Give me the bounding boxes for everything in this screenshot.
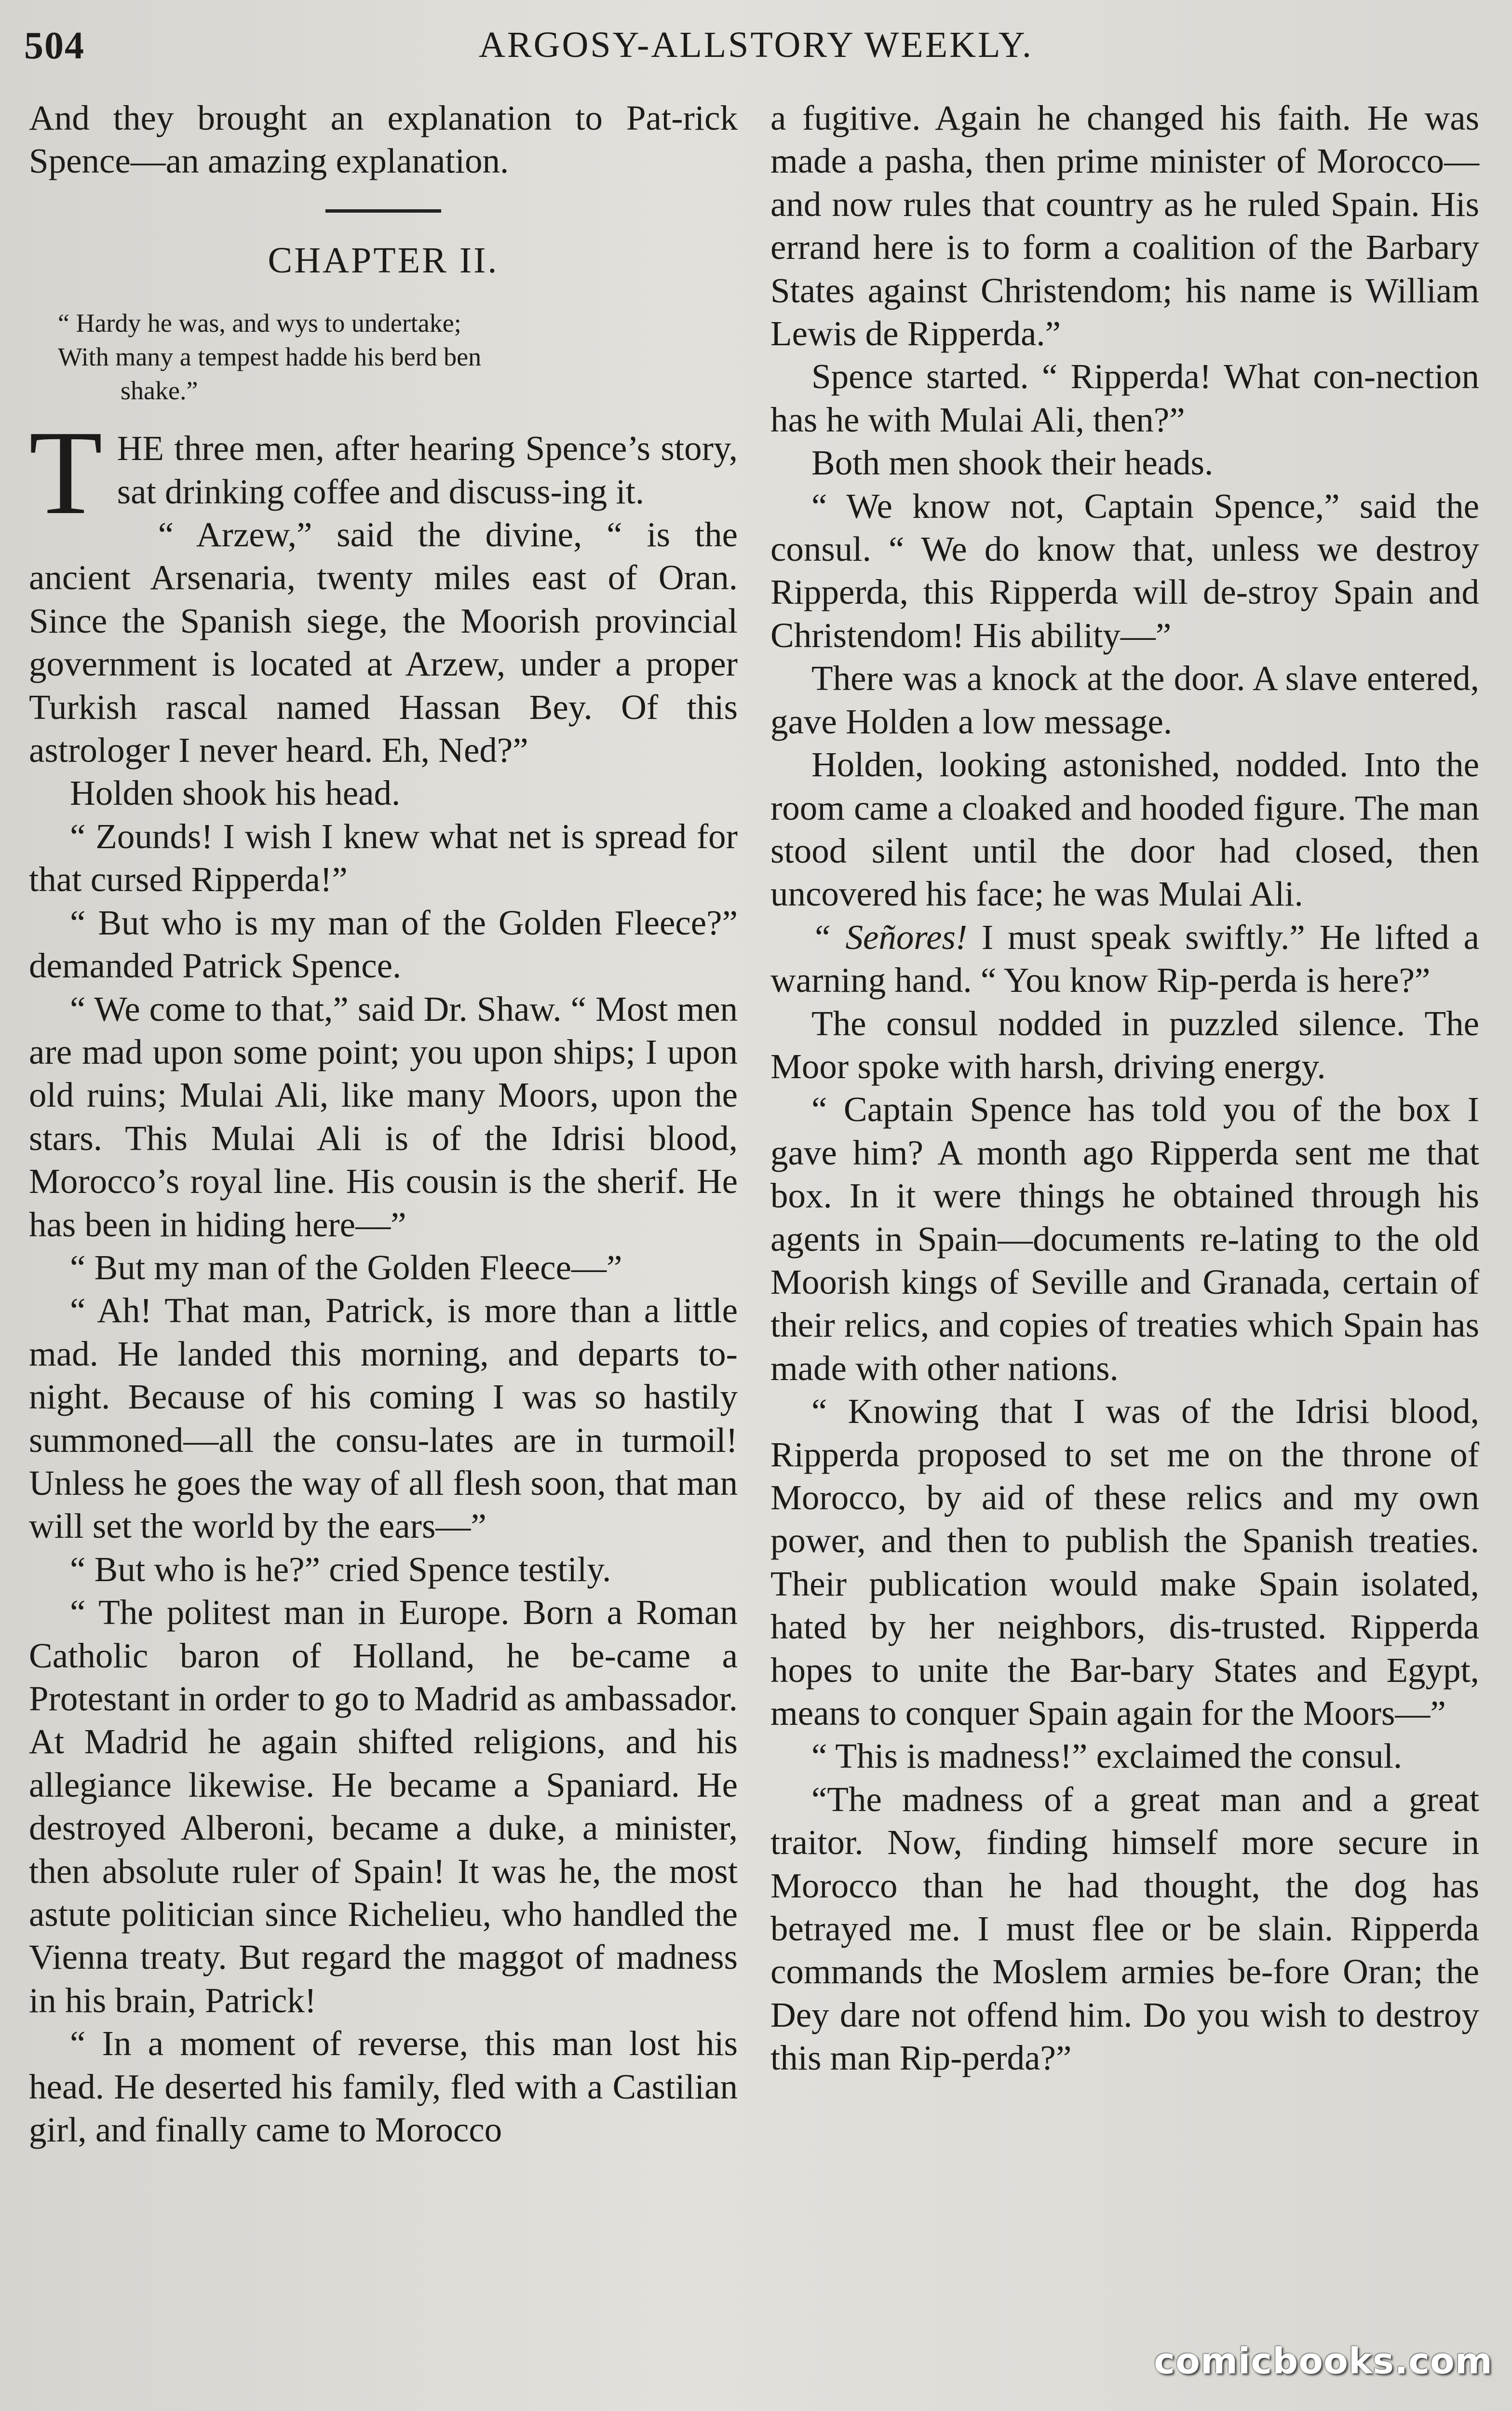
paragraph: “ We know not, Captain Spence,” said the consul. “ We do know that, unless we destroy Ripperda, this Ripperda will de-stroy Spain and Christendom! His ability—” [770,486,1479,655]
section-divider [325,209,441,213]
page-number: 504 [24,25,85,67]
chapter-first-paragraph [29,406,738,540]
paragraph: “ But who is my man of the Golden Fleece?” demanded Patrick Spence. [29,903,738,986]
chapter-heading: CHAPTER II. [268,240,499,281]
continued-paragraph: a fugitive. Again he changed his faith. He was made a pasha, then prime minister of Morocco—and now rules that country as he ruled Spain. His errand here is to form a coalition of the Barbary States against Christendom; his name is William Lewis de Ripperda.” [770,98,1479,353]
paragraph: “ Ah! That man, Patrick, is more than a little mad. He landed this morning, and departs to-night. Because of his coming I was so hastily summoned—all the consu-lates are in turmoil! Unless he goes the way of all flesh soon, that man will set the world by the ears—” [29,1291,738,1546]
paragraph: “ But my man of the Golden Fleece—” [70,1247,622,1287]
left-column [29,96,738,2151]
paragraph: “ But who is he?” cried Spence testily. [70,1549,611,1589]
page-header [24,19,1488,82]
paragraph-text: I must speak swiftly.” He lifted a warning hand. “ You know Rip-perda is here?” [770,917,1479,1000]
paragraph: “ Arzew,” said the divine, “ is the ancient Arsenaria, twenty miles east of Oran. Since the Spanish siege, the Moorish provincial government is located at Arzew, under a proper Turkish rascal named Hassan Bey. Of this astrologer I never heard. Eh, Ned?” [29,515,738,770]
paragraph: “The madness of a great man and a great traitor. Now, finding himself more secure in Morocco than he had thought, the dog has betrayed me. I must flee or be slain. Ripperda commands the Moslem armies be-fore Oran; the Dey dare not offend him. Do you wish to destroy this man Rip-perda?” [770,1779,1479,2078]
paragraph: There was a knock at the door. A slave entered, gave Holden a low message. [770,659,1479,741]
italic-greeting: “ Señores! [811,917,968,957]
paragraph: “ The politest man in Europe. Born a Roman Catholic baron of Holland, he be-came a Protestant in order to go to Madrid as ambassador. At Madrid he again shifted religions, and his allegiance likewise. He became a Spaniard. He destroyed Alberoni, became a duke, a minister, then absolute ruler of Spain! It was he, the most astute politician since Richelieu, who handled the Vienna treaty. But regard the maggot of madness in his brain, Patrick! [29,1593,738,2020]
paragraph-text: HE three men, after hearing Spence’s story, sat drinking coffee and discuss-ing it. [117,429,738,511]
epigraph-line: shake.” [121,376,198,406]
drop-cap: T [29,406,103,540]
paragraph: Holden shook his head. [70,773,401,813]
right-column [770,96,1479,2080]
running-title: ARGOSY-ALLSTORY WEEKLY. [479,25,1033,65]
paragraph: Spence started. “ Ripperda! What con-nection has he with Mulai Ali, then?” [770,357,1479,439]
opening-paragraph: And they brought an explanation to Pat-rick Spence—an amazing explanation. [29,98,738,181]
paragraph: “ Captain Spence has told you of the box I gave him? A month ago Ripperda sent me that box. In it were things he obtained through his agents in Spain—documents re-lating to the old Moorish kings of Seville and Granada, certain of their relics, and copies of treaties which Spain has made with other nations. [770,1090,1479,1388]
watermark: comicbooks.com [1154,2341,1493,2382]
paragraph: “ We come to that,” said Dr. Shaw. “ Most men are mad upon some point; you upon ships; I upon old ruins; Mulai Ali, like many Moors, upon the stars. This Mulai Ali is of the Idrisi blood, Morocco’s royal line. His cousin is the sherif. He has been in hiding here—” [29,989,738,1244]
paragraph [770,916,1479,1002]
paragraph: “ Knowing that I was of the Idrisi blood, Ripperda proposed to set me on the throne of Morocco, by aid of these relics and my own power, and then to publish the Spanish treaties. Their publication would make Spain isolated, hated by her neighbors, dis-trusted. Ripperda hopes to unite the Bar-bary States and Egypt, means to conquer Spain again for the Moors—” [770,1392,1479,1733]
epigraph-line: With many a tempest hadde his berd ben [58,342,482,372]
epigraph-line: “ Hardy he was, and wys to undertake; [58,309,461,338]
paragraph: The consul nodded in puzzled silence. The Moor spoke with harsh, driving energy. [770,1003,1479,1086]
epigraph [58,306,718,407]
paragraph: “ Zounds! I wish I knew what net is spread for that cursed Ripperda!” [29,816,738,899]
paragraph: Holden, looking astonished, nodded. Into the room came a cloaked and hooded figure. The man stood silent until the door had closed, then uncovered his face; he was Mulai Ali. [770,745,1479,914]
paragraph: Both men shook their heads. [811,443,1214,483]
paragraph: “ In a moment of reverse, this man lost his head. He deserted his family, fled with a Castilian girl, and finally came to Morocco [29,2024,738,2150]
paragraph: “ This is madness!” exclaimed the consul. [811,1736,1403,1776]
